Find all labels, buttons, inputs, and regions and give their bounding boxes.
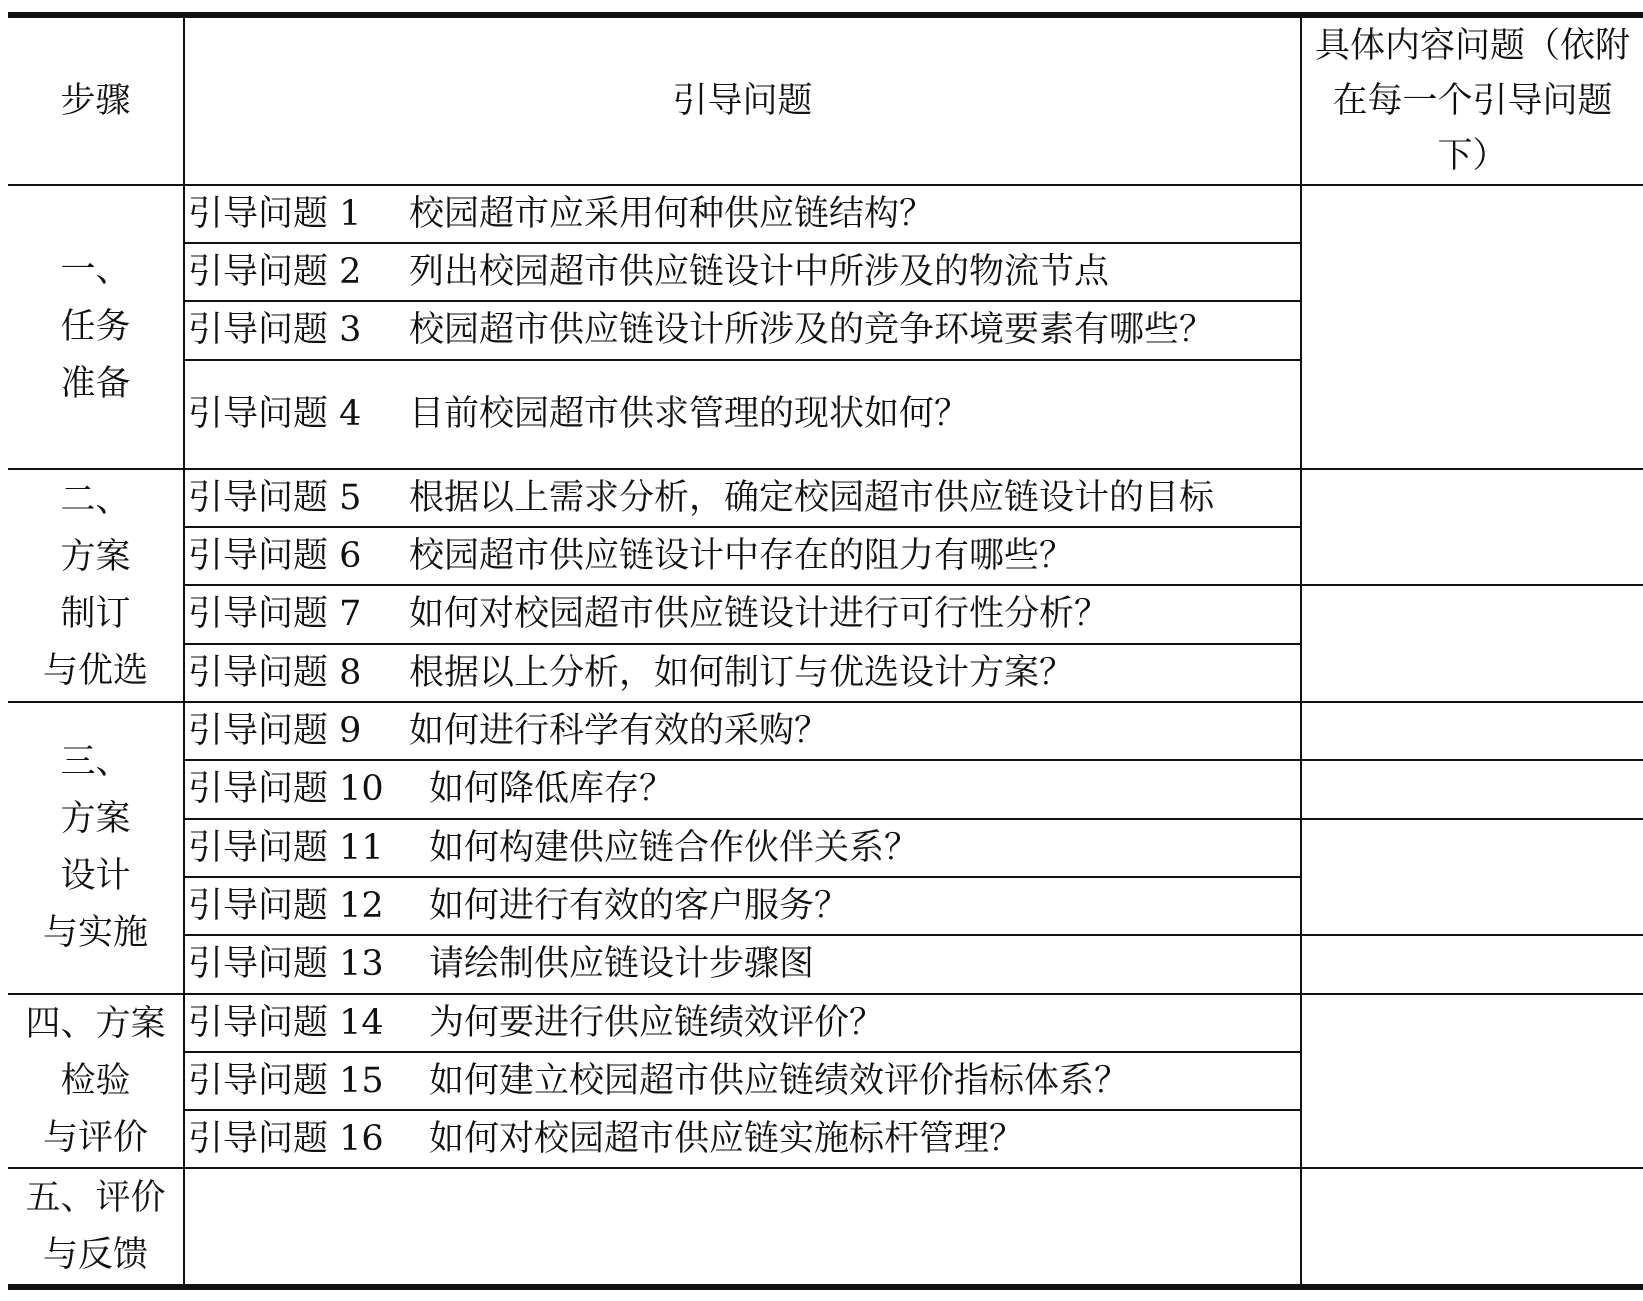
question-text: 如何对校园超市供应链实施标杆管理？ bbox=[429, 1118, 1025, 1159]
question-text: 如何构建供应链合作伙伴关系？ bbox=[429, 827, 920, 868]
step-line: 一、 bbox=[60, 249, 131, 290]
question-row bbox=[188, 761, 1298, 818]
step-line: 与实施 bbox=[42, 913, 148, 953]
question-label: 引导问题 3 bbox=[188, 310, 362, 350]
step-cell bbox=[8, 470, 183, 701]
question-text: 请绘制供应链设计步骤图 bbox=[429, 944, 815, 984]
step-line: 与优选 bbox=[42, 650, 148, 691]
question-text: 根据以上分析，如何制订与优选设计方案？ bbox=[409, 652, 1075, 693]
question-row bbox=[188, 936, 1298, 993]
question-label: 引导问题 16 bbox=[188, 1118, 384, 1159]
question-label: 引导问题 12 bbox=[188, 885, 384, 926]
question-row bbox=[188, 528, 1298, 584]
question-text: 为何要进行供应链绩效评价？ bbox=[429, 1002, 885, 1043]
question-text: 如何进行有效的客户服务？ bbox=[429, 885, 850, 926]
question-text: 校园超市应采用何种供应链结构？ bbox=[409, 193, 935, 234]
header-step-label: 步骤 bbox=[60, 80, 131, 121]
question-row bbox=[188, 703, 1298, 759]
question-text: 如何进行科学有效的采购？ bbox=[409, 710, 830, 751]
step-line: 与反馈 bbox=[42, 1234, 148, 1275]
step-line: 四、方案 bbox=[25, 1003, 166, 1044]
question-label: 引导问题 4 bbox=[188, 394, 362, 434]
question-label: 引导问题 6 bbox=[188, 535, 362, 576]
question-label: 引导问题 10 bbox=[188, 769, 384, 809]
question-row bbox=[188, 820, 1298, 876]
header-detail-line: 下） bbox=[1437, 135, 1508, 176]
step-cell bbox=[8, 186, 183, 468]
step-line: 设计 bbox=[60, 856, 131, 896]
question-row bbox=[188, 878, 1298, 934]
question-label: 引导问题 1 bbox=[188, 193, 362, 234]
step-cell bbox=[8, 995, 183, 1167]
question-row bbox=[188, 302, 1298, 359]
question-text: 如何建立校园超市供应链绩效评价指标体系？ bbox=[429, 1060, 1130, 1101]
step-line: 检验 bbox=[60, 1060, 131, 1101]
question-row bbox=[188, 470, 1298, 526]
question-label: 引导问题 15 bbox=[188, 1060, 384, 1101]
question-row bbox=[188, 186, 1298, 242]
question-label: 引导问题 11 bbox=[188, 827, 384, 868]
header-question-label: 引导问题 bbox=[672, 80, 813, 121]
question-label: 引导问题 7 bbox=[188, 594, 362, 634]
column-divider bbox=[183, 16, 185, 1286]
step-line: 准备 bbox=[60, 363, 131, 404]
table-bottom-rule bbox=[8, 1284, 1643, 1290]
step-line: 方案 bbox=[60, 536, 131, 577]
question-row bbox=[188, 1053, 1298, 1109]
step-line: 与评价 bbox=[42, 1117, 148, 1158]
question-text: 根据以上需求分析，确定校园超市供应链设计的目标 bbox=[409, 477, 1215, 518]
column-divider bbox=[1300, 16, 1302, 1286]
header-detail-line: 具体内容问题（依附 bbox=[1314, 25, 1630, 66]
header-question bbox=[185, 18, 1300, 184]
step-line: 二、 bbox=[60, 479, 131, 520]
question-label: 引导问题 14 bbox=[188, 1002, 384, 1043]
header-detail-line: 在每一个引导问题 bbox=[1332, 80, 1613, 121]
question-row bbox=[188, 586, 1298, 643]
step-cell bbox=[8, 703, 183, 993]
step-line: 方案 bbox=[60, 799, 131, 839]
question-row bbox=[188, 244, 1298, 300]
question-row bbox=[188, 1111, 1298, 1167]
question-text: 如何对校园超市供应链设计进行可行性分析？ bbox=[409, 594, 1110, 634]
header-step bbox=[8, 18, 183, 184]
question-text: 目前校园超市供求管理的现状如何？ bbox=[409, 394, 970, 434]
step-line: 任务 bbox=[60, 306, 131, 347]
question-row bbox=[188, 645, 1298, 701]
question-row bbox=[188, 995, 1298, 1051]
step-line: 制订 bbox=[60, 593, 131, 634]
question-label: 引导问题 2 bbox=[188, 251, 362, 292]
step-cell bbox=[8, 1169, 183, 1284]
header-detail bbox=[1302, 18, 1643, 184]
question-row bbox=[188, 361, 1298, 468]
row-divider bbox=[8, 1167, 1643, 1169]
question-label: 引导问题 13 bbox=[188, 944, 384, 984]
question-label: 引导问题 9 bbox=[188, 710, 362, 751]
question-text: 如何降低库存？ bbox=[429, 769, 675, 809]
step-line: 三、 bbox=[60, 742, 131, 782]
question-label: 引导问题 8 bbox=[188, 652, 362, 693]
step-line: 五、评价 bbox=[25, 1177, 166, 1218]
question-text: 校园超市供应链设计所涉及的竞争环境要素有哪些？ bbox=[409, 310, 1215, 350]
question-label: 引导问题 5 bbox=[188, 477, 362, 518]
question-text: 列出校园超市供应链设计中所涉及的物流节点 bbox=[409, 251, 1110, 292]
question-text: 校园超市供应链设计中存在的阻力有哪些？ bbox=[409, 535, 1075, 576]
